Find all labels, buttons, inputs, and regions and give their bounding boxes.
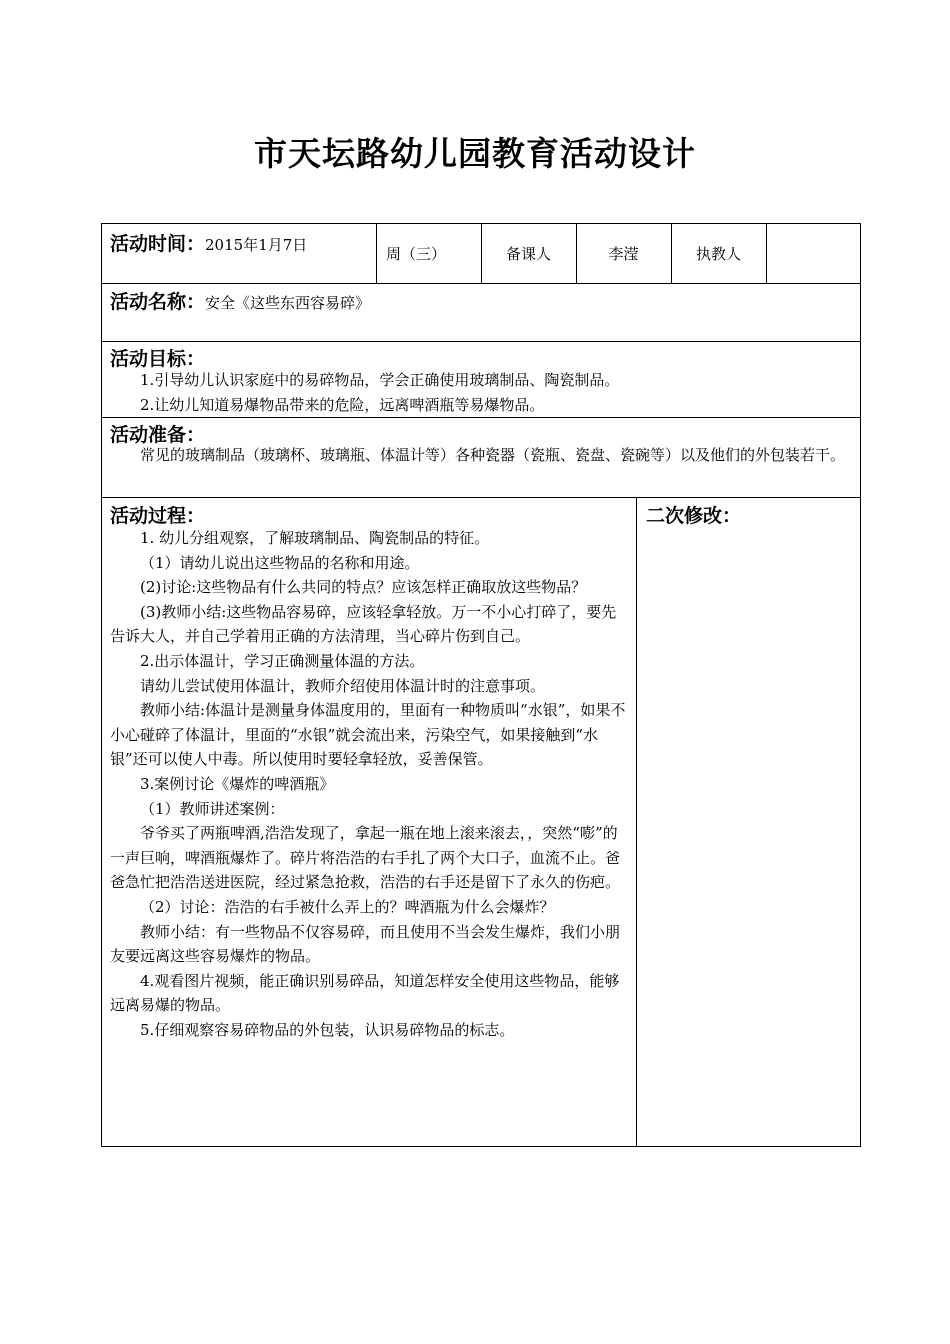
process-paragraph: 1. 幼儿分组观察，了解玻璃制品、陶瓷制品的特征。	[140, 529, 490, 547]
col-divider	[636, 497, 637, 1147]
process-paragraph: 5.仔细观察容易碎物品的外包装，认识易碎物品的标志。	[140, 1020, 515, 1039]
revision-label: 二次修改：	[646, 505, 742, 527]
process-paragraph: 教师小结:体温计是测量身体温度用的，里面有一种物质叫“水银”，如果不小心碰碎了体温计，里面的“水银”就会流出来，污染空气，如果接触到“水银”还可以使人中毒。所以使用时要轻拿轻放，妥善保管。	[110, 701, 626, 769]
process-paragraph: 请幼儿尝试使用体温计，教师介绍使用体温计时的注意事项。	[140, 676, 546, 695]
process-paragraph: 4.观看图片视频，能正确识别易碎品，知道怎样安全使用这些物品，能够远离易爆的物品。	[110, 971, 620, 1015]
process-paragraph: (2)讨论:这些物品有什么共同的特点？应该怎样正确取放这些物品？	[140, 578, 587, 597]
activity-name	[110, 287, 370, 314]
name-value: 安全《这些东西容易碎》	[205, 294, 371, 312]
time-cell	[110, 229, 307, 256]
time-value: 2015年1月7日	[205, 236, 308, 254]
time-label: 活动时间：	[110, 233, 206, 255]
page-title: 市天坛路幼儿园教育活动设计	[254, 134, 696, 173]
process-paragraph: 2.出示体温计，学习正确测量体温的方法。	[140, 651, 425, 670]
prep-paragraph: 常见的玻璃制品（玻璃杯、玻璃瓶、体温计等）各种瓷器（瓷瓶、瓷盘、瓷碗等）以及他们的外包装若干。	[140, 446, 846, 464]
teacher-label: 执教人	[695, 245, 741, 263]
process-paragraph: 爷爷买了两瓶啤酒,浩浩发现了，拿起一瓶在地上滚来滚去，，突然“嘭”的一声巨响，啤酒瓶爆炸了。碎片将浩浩的右手扎了两个大口子，血流不止。爸爸急忙把浩浩送进医院，经过紧急抢救，浩浩的右手还是留下了永久的伤疤。	[110, 824, 621, 892]
row-divider	[101, 283, 861, 284]
goal-item: 1.引导幼儿认识家庭中的易碎物品，学会正确使用玻璃制品、陶瓷制品。	[140, 371, 620, 389]
goals-list	[110, 368, 855, 417]
process-paragraph: 教师小结：有一些物品不仅容易碎，而且使用不当会发生爆炸，我们小朋友要远离这些容易爆炸的物品。	[110, 922, 621, 966]
col-divider	[376, 223, 377, 283]
process-text	[110, 526, 630, 1042]
row-divider	[101, 341, 861, 342]
preparer-label: 备课人	[505, 245, 551, 263]
process-paragraph: (3)教师小结:这些物品容易碎，应该轻拿轻放。万一不小心打碎了，要先告诉大人，并自己学着用正确的方法清理，当心碎片伤到自己。	[110, 602, 617, 646]
prep-label: 活动准备：	[110, 424, 206, 446]
goal-item: 2.让幼儿知道易爆物品带来的危险，远离啤酒瓶等易爆物品。	[140, 395, 545, 414]
weekday: 周（三）	[386, 245, 447, 263]
row-divider	[101, 497, 861, 498]
col-divider	[766, 223, 767, 283]
process-paragraph: （2）讨论：浩浩的右手被什么弄上的？啤酒瓶为什么会爆炸？	[140, 897, 555, 916]
prep-text	[110, 443, 855, 468]
goals-label: 活动目标：	[110, 348, 206, 370]
process-paragraph: 3.案例讨论《爆炸的啤酒瓶》	[140, 774, 335, 793]
name-label: 活动名称：	[110, 291, 206, 313]
preparer-name: 李滢	[608, 245, 639, 263]
process-paragraph: （1）教师讲述案例：	[140, 799, 285, 818]
process-paragraph: （1）请幼儿说出这些物品的名称和用途。	[140, 553, 420, 572]
process-label: 活动过程：	[110, 505, 206, 527]
